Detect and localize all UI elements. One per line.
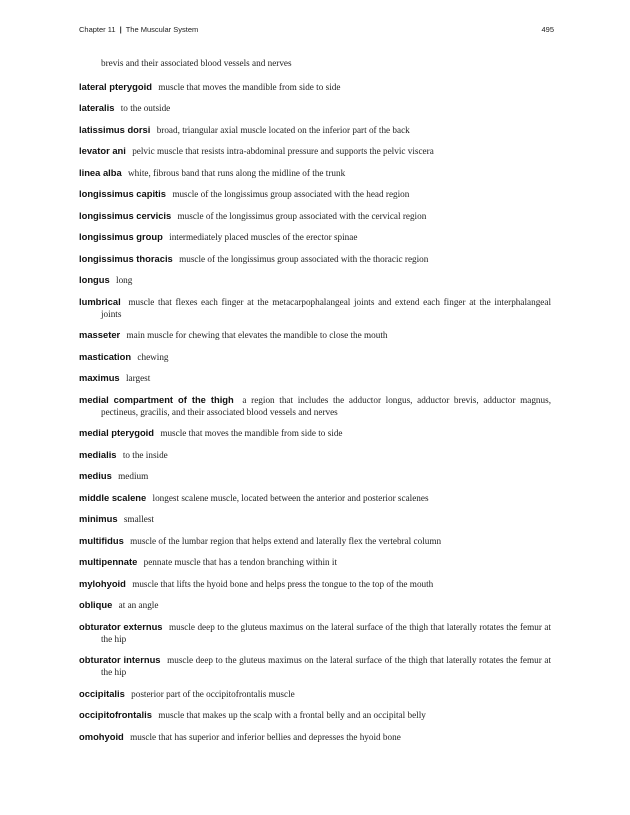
glossary-entry bbox=[79, 124, 551, 136]
glossary-term: medialis bbox=[79, 448, 117, 460]
glossary-definition: muscle of the longissimus group associated with the head region bbox=[172, 189, 410, 199]
glossary-definition: muscle deep to the gluteus maximus on the lateral surface of the thigh that laterally rotates the femur at the hip bbox=[101, 621, 551, 644]
glossary-term: medial compartment of the thigh bbox=[79, 393, 234, 405]
glossary-definition: at an angle bbox=[118, 600, 159, 610]
glossary-term: omohyoid bbox=[79, 730, 124, 742]
glossary-definition: white, fibrous band that runs along the midline of the trunk bbox=[128, 167, 346, 178]
page-header bbox=[79, 25, 554, 34]
glossary-term: linea alba bbox=[79, 166, 122, 178]
glossary-term: mylohyoid bbox=[79, 577, 126, 589]
continued-definition: brevis and their associated blood vessels and nerves bbox=[101, 58, 292, 68]
glossary-term: medius bbox=[79, 470, 112, 481]
glossary-definition: main muscle for chewing that elevates the mandible to close the mouth bbox=[126, 330, 388, 340]
glossary-term: obturator internus bbox=[79, 654, 161, 665]
glossary-entry bbox=[79, 535, 551, 547]
glossary-term: occipitalis bbox=[79, 687, 125, 699]
glossary-term: minimus bbox=[79, 513, 118, 524]
glossary-definition: muscle that makes up the scalp with a frontal belly and an occipital belly bbox=[158, 710, 426, 720]
glossary-entry bbox=[79, 449, 551, 461]
glossary-entry bbox=[79, 274, 551, 286]
glossary-term: longissimus group bbox=[79, 231, 163, 242]
glossary-definition: muscle of the lumbar region that helps extend and laterally flex the vertebral column bbox=[130, 535, 442, 546]
glossary-term: multipennate bbox=[79, 556, 138, 567]
chapter-label: Chapter 11 bbox=[79, 25, 116, 34]
glossary-definition: long bbox=[116, 275, 133, 285]
glossary-entry bbox=[79, 231, 551, 243]
running-head bbox=[79, 25, 198, 34]
glossary-definition: smallest bbox=[123, 514, 154, 524]
glossary-term: obturator externus bbox=[79, 620, 163, 632]
glossary-entries bbox=[79, 81, 551, 743]
glossary-definition: muscle of the longissimus group associated with the cervical region bbox=[177, 210, 427, 221]
glossary-definition: muscle that lifts the hyoid bone and helps press the tongue to the top of the mouth bbox=[132, 578, 434, 589]
glossary-term: longissimus capitis bbox=[79, 188, 167, 199]
glossary-entry bbox=[79, 578, 551, 590]
glossary-entry bbox=[79, 81, 551, 93]
glossary-term: lumbrical bbox=[79, 295, 121, 307]
glossary-entry bbox=[79, 731, 551, 743]
glossary-definition: chewing bbox=[137, 351, 169, 362]
glossary-term: multifidus bbox=[79, 534, 124, 546]
glossary-entry bbox=[79, 188, 551, 200]
glossary-definition: muscle of the longissimus group associated with the thoracic region bbox=[179, 253, 429, 264]
glossary-term: maximus bbox=[79, 372, 120, 383]
glossary-definition: muscle that moves the mandible from side to side bbox=[158, 81, 341, 92]
glossary-term: middle scalene bbox=[79, 491, 147, 503]
section-title: The Muscular System bbox=[125, 25, 199, 34]
glossary-definition: largest bbox=[125, 373, 151, 383]
glossary-entry bbox=[79, 296, 551, 320]
glossary-term: oblique bbox=[79, 599, 113, 610]
glossary-entry bbox=[79, 167, 551, 179]
glossary-entry bbox=[79, 102, 551, 114]
glossary-term: longissimus cervicis bbox=[79, 209, 172, 221]
glossary-entry bbox=[79, 709, 551, 721]
glossary-definition: muscle that has superior and inferior bellies and depresses the hyoid bone bbox=[130, 731, 401, 742]
glossary-definition: medium bbox=[118, 471, 149, 481]
glossary-entry bbox=[79, 329, 551, 341]
glossary-entry bbox=[79, 253, 551, 265]
header-separator: | bbox=[119, 25, 122, 34]
glossary-definition: pelvic muscle that resists intra-abdominal pressure and supports the pelvic viscera bbox=[132, 146, 434, 156]
glossary-definition: broad, triangular axial muscle located on the inferior part of the back bbox=[156, 124, 410, 135]
glossary-entry bbox=[79, 427, 551, 439]
glossary-term: levator ani bbox=[79, 145, 126, 156]
glossary-definition: posterior part of the occipitofrontalis muscle bbox=[131, 688, 295, 699]
glossary-entry bbox=[79, 351, 551, 363]
glossary-term: occipitofrontalis bbox=[79, 709, 152, 720]
glossary-definition: muscle deep to the gluteus maximus on the lateral surface of the thigh that laterally rotates the femur at the hip bbox=[101, 655, 551, 677]
page-number: 495 bbox=[541, 25, 554, 34]
glossary-term: medial pterygoid bbox=[79, 427, 155, 438]
glossary-definition: longest scalene muscle, located between the anterior and posterior scalenes bbox=[152, 492, 429, 503]
glossary-term: mastication bbox=[79, 350, 132, 362]
glossary-definition: pennate muscle that has a tendon branching within it bbox=[143, 557, 338, 567]
glossary-entry bbox=[79, 513, 551, 525]
glossary-definition: muscle that flexes each finger at the metacarpophalangeal joints and extend each finger at the interphalangeal joints bbox=[101, 296, 552, 319]
glossary-definition: muscle that moves the mandible from side to side bbox=[160, 428, 343, 438]
glossary-term: longus bbox=[79, 274, 110, 285]
glossary-term: masseter bbox=[79, 329, 121, 340]
glossary-entry bbox=[79, 599, 551, 611]
glossary-entry bbox=[79, 470, 551, 482]
glossary-term: lateral pterygoid bbox=[79, 80, 152, 92]
glossary-entry bbox=[79, 688, 551, 700]
glossary-entry bbox=[79, 145, 551, 157]
glossary-entry bbox=[79, 372, 551, 384]
glossary-definition: a region that includes the adductor longus, adductor brevis, adductor magnus, pectineus, gracilis, and their associated blood vessels and nerves bbox=[101, 394, 551, 417]
glossary-definition: intermediately placed muscles of the erector spinae bbox=[169, 232, 358, 242]
glossary-entry bbox=[79, 492, 551, 504]
glossary-entry bbox=[79, 621, 551, 645]
glossary-term: longissimus thoracis bbox=[79, 252, 173, 264]
glossary-definition: to the inside bbox=[122, 449, 168, 460]
glossary-definition: to the outside bbox=[120, 103, 171, 113]
glossary-entry bbox=[79, 556, 551, 568]
glossary-list bbox=[79, 57, 551, 752]
glossary-entry bbox=[79, 654, 551, 678]
glossary-term: latissimus dorsi bbox=[79, 123, 151, 135]
glossary-term: lateralis bbox=[79, 102, 115, 113]
glossary-entry bbox=[79, 394, 551, 418]
glossary-entry bbox=[79, 210, 551, 222]
